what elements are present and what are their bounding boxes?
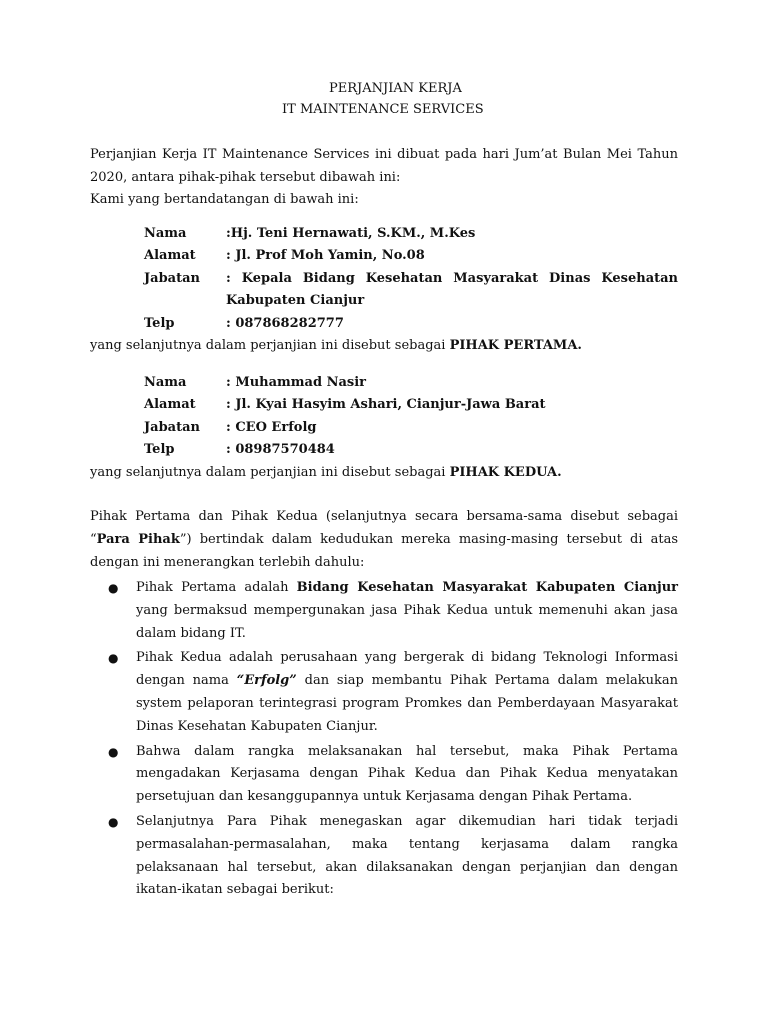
recital-1-org: Bidang Kesehatan Masyarakat Kabupaten Cianjur <box>296 580 679 595</box>
party2-name-label: Nama <box>144 374 187 390</box>
party2-position-value: : CEO Erfolg <box>226 419 317 435</box>
party1-details <box>144 223 678 336</box>
party2-details <box>144 372 678 462</box>
party1-name-row <box>144 223 678 246</box>
party2-position-label: Jabatan <box>144 419 200 435</box>
bullet-icon: ● <box>108 814 119 829</box>
list-item <box>90 811 678 902</box>
recital-3: Bahwa dalam rangka melaksanakan hal tersebut, maka Pihak Pertama mengadakan Kerjasama dengan Pihak Kedua dan Pihak Kedua menyatakan persetujuan dan kesanggupannya untuk Kerjasama dengan Pihak Pertama. <box>136 743 678 805</box>
recital-1-text-2: yang bermaksud mempergunakan jasa Pihak Kedua untuk memenuhi akan jasa dalam bidang IT. <box>136 602 678 641</box>
party2-phone-label: Telp <box>144 442 175 457</box>
party2-name-value: : Muhammad Nasir <box>226 374 367 390</box>
party1-position-value: : Kepala Bidang Kesehatan Masyarakat Dinas Kesehatan Kabupaten Cianjur <box>226 270 678 308</box>
party2-address-row <box>144 394 678 417</box>
party1-phone-row <box>144 313 678 336</box>
party1-address-row <box>144 245 678 268</box>
party2-position-row <box>144 417 678 440</box>
document-body <box>90 144 678 904</box>
party1-address-label: Alamat <box>144 248 196 263</box>
party1-phone-value: : 087868282777 <box>226 315 344 331</box>
party2-designation <box>90 462 678 485</box>
recital-2 <box>136 647 678 738</box>
party1-designation-text: yang selanjutnya dalam perjanjian ini disebut sebagai <box>90 338 450 353</box>
party2-address-label: Alamat <box>144 397 196 412</box>
party2-phone-value: : 08987570484 <box>226 442 335 457</box>
party2-address-value: : Jl. Kyai Hasyim Ashari, Cianjur-Jawa Barat <box>226 397 546 412</box>
party1-position-label: Jabatan <box>144 270 200 286</box>
party1-address-value: : Jl. Prof Moh Yamin, No.08 <box>226 248 425 263</box>
recital-2-company: “Erfolg” <box>236 673 297 689</box>
party1-phone-label: Telp <box>144 315 175 331</box>
document-title <box>0 78 768 120</box>
bullet-icon: ● <box>108 651 119 666</box>
recital-2-text-2: dan siap membantu Pihak Pertama dalam melakukan system pelaporan terintegrasi program Promkes dan Pemberdayaan Masyarakat Dinas Kesehatan Kabupaten Cianjur. <box>136 673 678 734</box>
bullet-icon: ● <box>108 744 119 759</box>
party1-name-value: :Hj. Teni Hernawati, S.KM., M.Kes <box>226 225 476 241</box>
recital-1-text-1: Pihak Pertama adalah <box>136 580 297 595</box>
list-item <box>90 577 678 645</box>
recital-2-text-1: Pihak Kedua adalah perusahaan yang bergerak di bidang Teknologi Informasi dengan nama <box>136 650 678 689</box>
party2-name-row <box>144 372 678 395</box>
party1-designation-label: PIHAK PERTAMA. <box>449 338 582 353</box>
list-item <box>90 647 678 738</box>
party2-designation-label: PIHAK KEDUA. <box>449 464 562 480</box>
party1-name-label: Nama <box>144 225 187 241</box>
party2-designation-text: yang selanjutnya dalam perjanjian ini disebut sebagai <box>90 464 450 480</box>
party1-position-row <box>144 268 678 313</box>
paragraph-spacer <box>90 484 678 505</box>
signatories-intro: Kami yang bertandatangan di bawah ini: <box>90 192 359 207</box>
preamble-text-1: Pihak Pertama dan Pihak Kedua (selanjutnya secara bersama-sama disebut sebagai “ <box>90 509 678 547</box>
preamble-para-pihak: Para Pihak <box>96 532 180 547</box>
intro-paragraph: Perjanjian Kerja IT Maintenance Services ini dibuat pada hari Jum’at Bulan Mei Tahun 2020, antara pihak-pihak tersebut dibawah ini: <box>90 147 678 185</box>
recital-1 <box>136 577 678 645</box>
preamble-text-2: ”) bertindak dalam kedudukan mereka masing-masing tersebut di atas dengan ini menerangkan terlebih dahulu: <box>90 532 679 570</box>
party1-designation <box>90 335 678 358</box>
preamble-paragraph <box>90 505 678 574</box>
party2-phone-row <box>144 439 678 462</box>
title-line-2: IT MAINTENANCE SERVICES <box>282 102 484 117</box>
recital-4: Selanjutnya Para Pihak menegaskan agar dikemudian hari tidak terjadi permasalahan-permasalahan, maka tentang kerjasama dalam rangka pelaksanaan hal tersebut, akan dilaksanakan dengan perjanjian dan dengan ikatan-ikatan sebagai berikut: <box>136 813 678 898</box>
title-line-1: PERJANJIAN KERJA <box>329 81 462 96</box>
bullet-icon: ● <box>108 581 119 595</box>
list-item <box>90 741 678 809</box>
recitals-list <box>90 577 678 902</box>
